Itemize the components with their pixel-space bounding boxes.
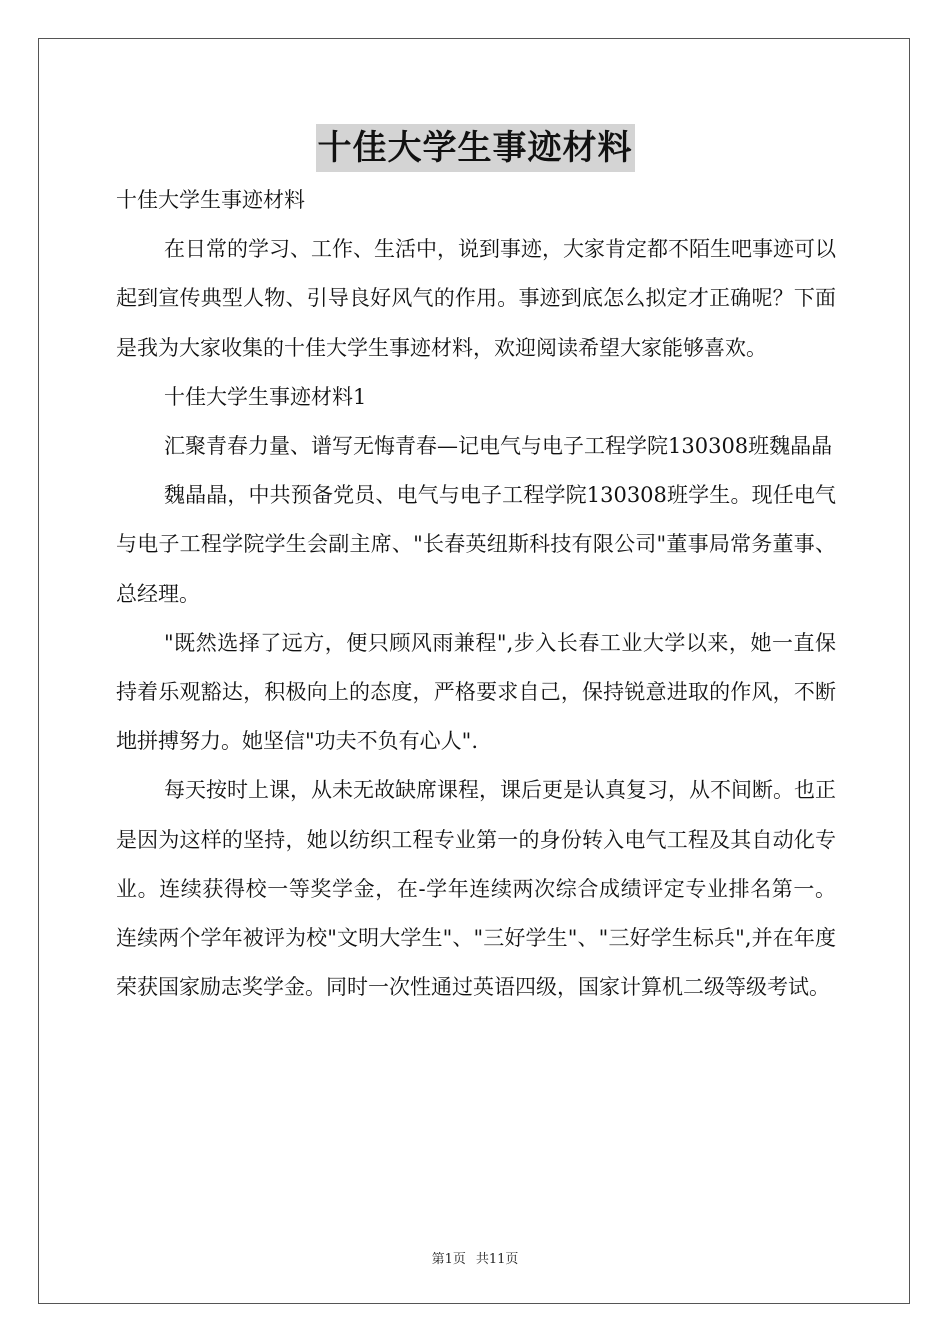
- document-title: 十佳大学生事迹材料: [316, 124, 635, 172]
- paragraph: 汇聚青春力量、谱写无悔青春—记电气与电子工程学院130308班魏晶晶: [164, 434, 833, 459]
- page-footer: [0, 1248, 950, 1267]
- paragraph: 魏晶晶，中共预备党员、电气与电子工程学院130308班学生。现任电气与电子工程学院学生会副主席、"长春英纽斯科技有限公司"董事局常务董事、总经理。: [116, 483, 836, 606]
- document-body: [116, 176, 836, 1012]
- page-total: 共11页: [475, 1252, 519, 1267]
- paragraph: 每天按时上课，从未无故缺席课程，课后更是认真复习，从不间断。也正是因为这样的坚持，她以纺织工程专业第一的身份转入电气工程及其自动化专业。连续获得校一等奖学金，在-学年连续两次综合成绩评定专业排名第一。连续两个学年被评为校"文明大学生"、"三好学生"、"三好学生标兵",并在年度荣获国家励志奖学金。同时一次性通过英语四级，国家计算机二级等级考试。: [116, 778, 836, 1000]
- paragraph: "既然选择了远方，便只顾风雨兼程",步入长春工业大学以来，她一直保持着乐观豁达，积极向上的态度，严格要求自己，保持锐意进取的作风，不断地拼搏努力。她坚信"功夫不负有心人".: [116, 630, 836, 754]
- title-container: [0, 124, 950, 172]
- paragraph: 十佳大学生事迹材料1: [164, 384, 367, 409]
- paragraph: 十佳大学生事迹材料: [116, 188, 305, 212]
- paragraph: 在日常的学习、工作、生活中，说到事迹，大家肯定都不陌生吧事迹可以起到宣传典型人物、引导良好风气的作用。事迹到底怎么拟定才正确呢？下面是我为大家收集的十佳大学生事迹材料，欢迎阅读希望大家能够喜欢。: [116, 237, 836, 360]
- page-number: 第1页: [431, 1252, 466, 1267]
